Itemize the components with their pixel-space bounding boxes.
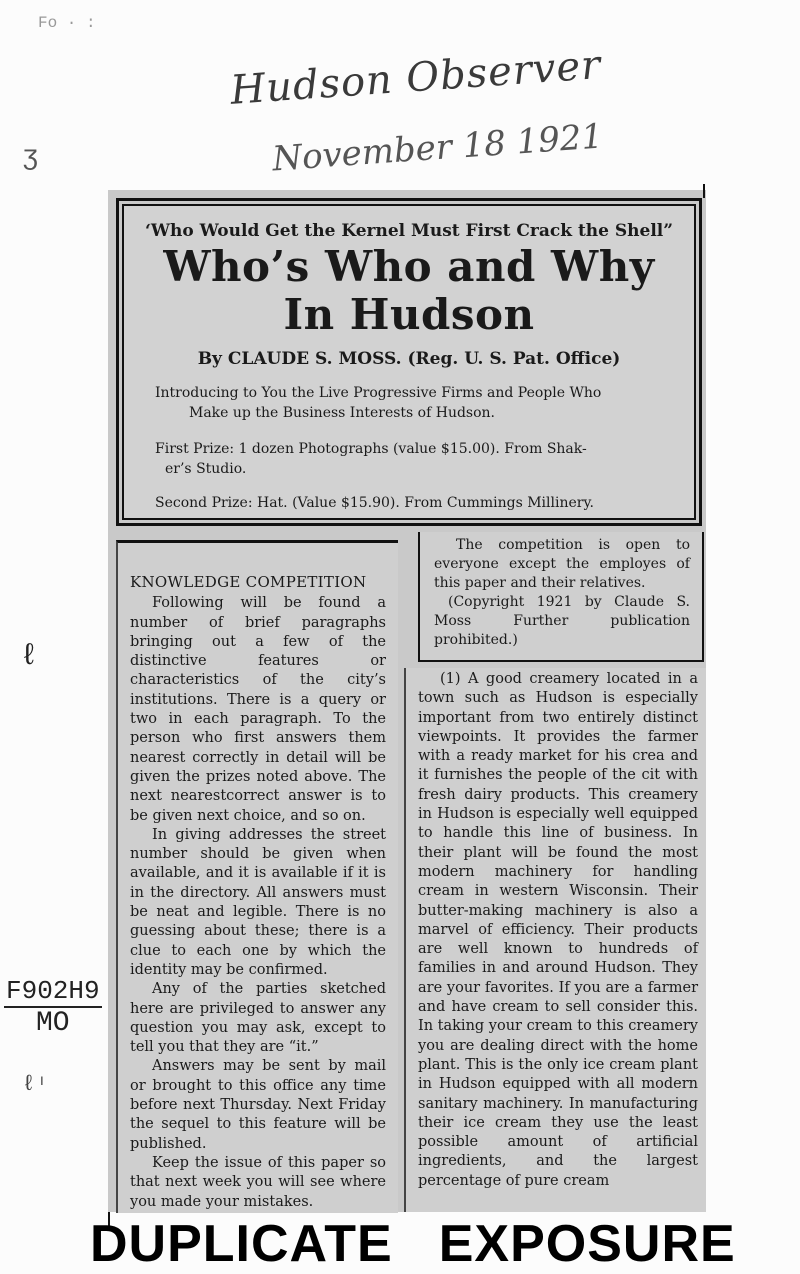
intro — [119, 383, 699, 423]
first-prize-line-2: er’s Studio. — [165, 461, 247, 477]
margin-mark: ℓ — [20, 640, 39, 674]
competition-notice — [418, 532, 704, 662]
intro-line-2: Make up the Business Interests of Hudson. — [189, 405, 496, 421]
paragraph: Keep the issue of this paper so that next week you will see where you made your mistakes. — [130, 1154, 386, 1210]
paragraph: (1) A good creamery located in a town such as Hudson is especially important from two entirely distinct viewpoints. It provides the farmer with a ready market for his crea and it furnishes the people of the cit with fresh dairy products. This creamery in Hudson is especially well equipped to handle this line of business. In their plant will be found the most modern machinery for handling cream in western Wisconsin. Their butter-making machinery is also a marvel of efficiency. Their products are well known to hundreds of families in and around Hudson. They are your favorites. If you are a farmer and have cream to sell consider this. In taking your cream to this creamery you are dealing direct with the home plant. This is the only ice cream plant in Hudson equipped with all modern sanitary machinery. In manufacturing their ice cream they use the least possible amount of artificial ingredients, and the largest percentage of pure cream — [418, 671, 698, 1189]
catalog-code-top: F902H9 — [6, 976, 100, 1006]
creamery-column — [404, 668, 706, 1212]
stamp-word-2: EXPOSURE — [438, 1215, 736, 1273]
paragraph: Answers may be sent by mail or brought to this office any time before next Thursday. Next Friday the sequel to this feature will be published. — [130, 1058, 386, 1152]
margin-mark: ʒ — [22, 142, 39, 173]
headline — [119, 243, 699, 339]
kicker: ‘Who Would Get the Kernel Must First Crack the Shell” — [144, 221, 674, 241]
first-prize-line-1: First Prize: 1 dozen Photographs (value $15.00). From Shak- — [155, 441, 587, 457]
copyright-notice: (Copyright 1921 by Claude S. Moss Further publication prohibited.) — [434, 594, 690, 648]
headline-line-1: Who’s Who and Why — [163, 242, 655, 291]
margin-catalog-code — [4, 976, 102, 1039]
column-heading: KNOWLEDGE COMPETITION — [130, 573, 367, 591]
duplicate-exposure-stamp — [90, 1214, 736, 1274]
intro-line-1: Introducing to You the Live Progressive Firms and People Who — [155, 385, 602, 401]
article-header — [116, 198, 702, 526]
faint-margin-mark: Fo · : — [38, 14, 96, 32]
paragraph: In giving addresses the street number should be given when available, and it is available if it is in the directory. All answers must be neat and legible. There is no guessing about these; there is a clue to each one by which the identity may be confirmed. — [130, 826, 386, 978]
byline: By CLAUDE S. MOSS. (Reg. U. S. Pat. Office) — [197, 349, 621, 369]
second-prize: Second Prize: Hat. (Value $15.90). From Cummings Millinery. — [155, 495, 594, 511]
handwritten-newspaper-name: Hudson Observer — [228, 42, 603, 114]
crop-mark — [703, 184, 705, 198]
handwritten-date: November 18 1921 — [271, 116, 605, 180]
knowledge-competition-column — [116, 540, 398, 1213]
paragraph: Following will be found a number of brief paragraphs bringing out a few of the distinctive features or characteristics of the city’s institutions. There is a query or two in each paragraph. To the person who first answers them nearest correctly in detail will be given the prizes noted above. The next nearestcorrect answer is to be given next choice, and so on. — [130, 595, 386, 824]
paragraph: Any of the parties sketched here are privileged to answer any question you may ask, except to tell you that they are “it.” — [130, 981, 386, 1056]
notice-text: The competition is open to everyone except the employes of this paper and their relatives. — [434, 537, 690, 591]
stamp-word-1: DUPLICATE — [90, 1215, 393, 1273]
margin-mark: ℓᶦ — [22, 1072, 49, 1097]
headline-line-2: In Hudson — [283, 290, 535, 339]
catalog-code-bottom: MO — [36, 1008, 70, 1039]
first-prize — [119, 439, 699, 479]
